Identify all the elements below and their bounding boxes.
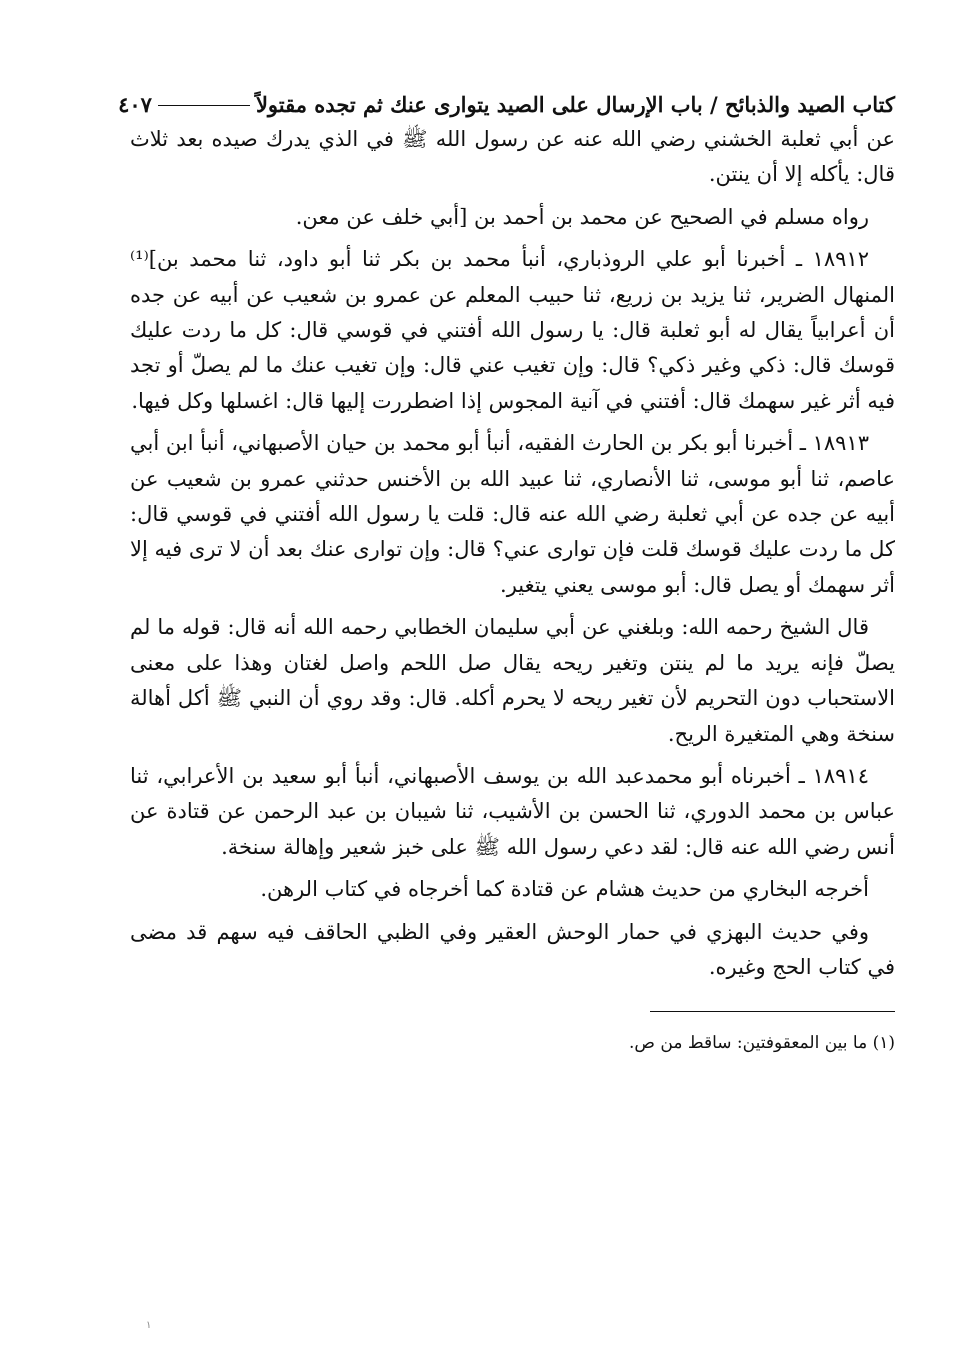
- paragraph-hadith-18914: ١٨٩١٤ ـ أخبرناه أبو محمدعبد الله بن يوسف الأصبهاني، أنبأ أبو سعيد بن الأعرابي، ثنا عباس بن محمد الدوري، ثنا الحسن بن الأشيب، ثنا شيبان بن عبد الرحمن عن قتادة عن أنس رضي الله عنه قال: لقد دعي رسول الله ﷺ على خبز شعير وإهالة سنخة.: [130, 763, 895, 859]
- page-mark: ١: [146, 1320, 152, 1331]
- document-page: [118, 90, 895, 1056]
- header-title: كتاب الصيد والذبائح / باب الإرسال على الصيد يتوارى عنك ثم تجده مقتولاً: [255, 92, 895, 117]
- paragraph-1: عن أبي ثعلبة الخشني رضي الله عنه عن رسول الله ﷺ في الذي يدرك صيده بعد ثلاث قال: يأكله إلا أن ينتن.: [130, 127, 895, 187]
- footnote-separator: [650, 1011, 895, 1012]
- paragraph-commentary: قال الشيخ رحمه الله: وبلغني عن أبي سليمان الخطابي رحمه الله أنه قال: قوله ما لم يصلّ فإنه يريد ما لم ينتن وتغير ريحه يقال صل اللحم واصل لغتان وهذا على معنى الاستحباب دون التحريم لأن تغير ريحه لا يحرم أكله. قال: وقد روي أن النبي ﷺ أكل أهالة سنخة وهي المتغيرة الريح.: [130, 615, 895, 746]
- paragraph-hadith-18912: ١٨٩١٢ ـ أخبرنا أبو علي الروذباري، أنبأ محمد بن بكر ثنا أبو داود، ثنا محمد بن]⁽¹⁾ المنهال الضرير، ثنا يزيد بن زريع، ثنا حبيب المعلم عن عمرو بن شعيب عن أبيه عن جده أن أعرابياً يقال له أبو ثعلبة قال: يا رسول الله أفتني في قوسي قال: كل ما ردت عليك قوسك قال: ذكي وغير ذكي؟ قال: وإن تغيب عني قال: وإن تغيب عنك ما لم يصلّ أو تجد فيه أثر غير سهمك قال: أفتني في آنية المجوس إذا اضطررت إليها قال: اغسلها وكل فيها.: [130, 247, 895, 413]
- paragraph-bukhari: أخرجه البخاري من حديث هشام عن قتادة كما أخرجاه في كتاب الرهن.: [260, 877, 869, 902]
- running-header: [118, 90, 895, 120]
- paragraph-2: رواه مسلم في الصحيح عن محمد بن أحمد بن [أبي خلف عن معن.: [295, 204, 869, 229]
- footnote-1: (١) ما بين المعقوفتين: ساقط من ص.: [629, 1033, 895, 1054]
- body-text: [130, 122, 895, 985]
- page-number: ٤٠٧: [118, 92, 152, 117]
- paragraph-bahzi: وفي حديث البهزي في حمار الوحش العقير وفي الظبي الحاقف فيه سهم قد مضى في كتاب الحج وغيره.: [130, 919, 895, 979]
- header-rule: [158, 105, 250, 106]
- paragraph-hadith-18913: ١٨٩١٣ ـ أخبرنا أبو بكر بن الحارث الفقيه، أنبأ أبو محمد بن حيان الأصبهاني، أنبأ ابن أبي عاصم، ثنا أبو موسى، ثنا الأنصاري، ثنا عبيد الله بن الأخنس حدثني عمرو بن شعيب عن أبيه عن جده عن أبي ثعلبة رضي الله عنه قال: قلت يا رسول الله أفتني في قوسي قال: كل ما ردت عليك قوسك قلت فإن توارى عني؟ قال: وإن توارى عنك بعد أن لا ترى فيه إلا أثر سهمك أو يصل قال: أبو موسى يعني يتغير.: [129, 431, 895, 597]
